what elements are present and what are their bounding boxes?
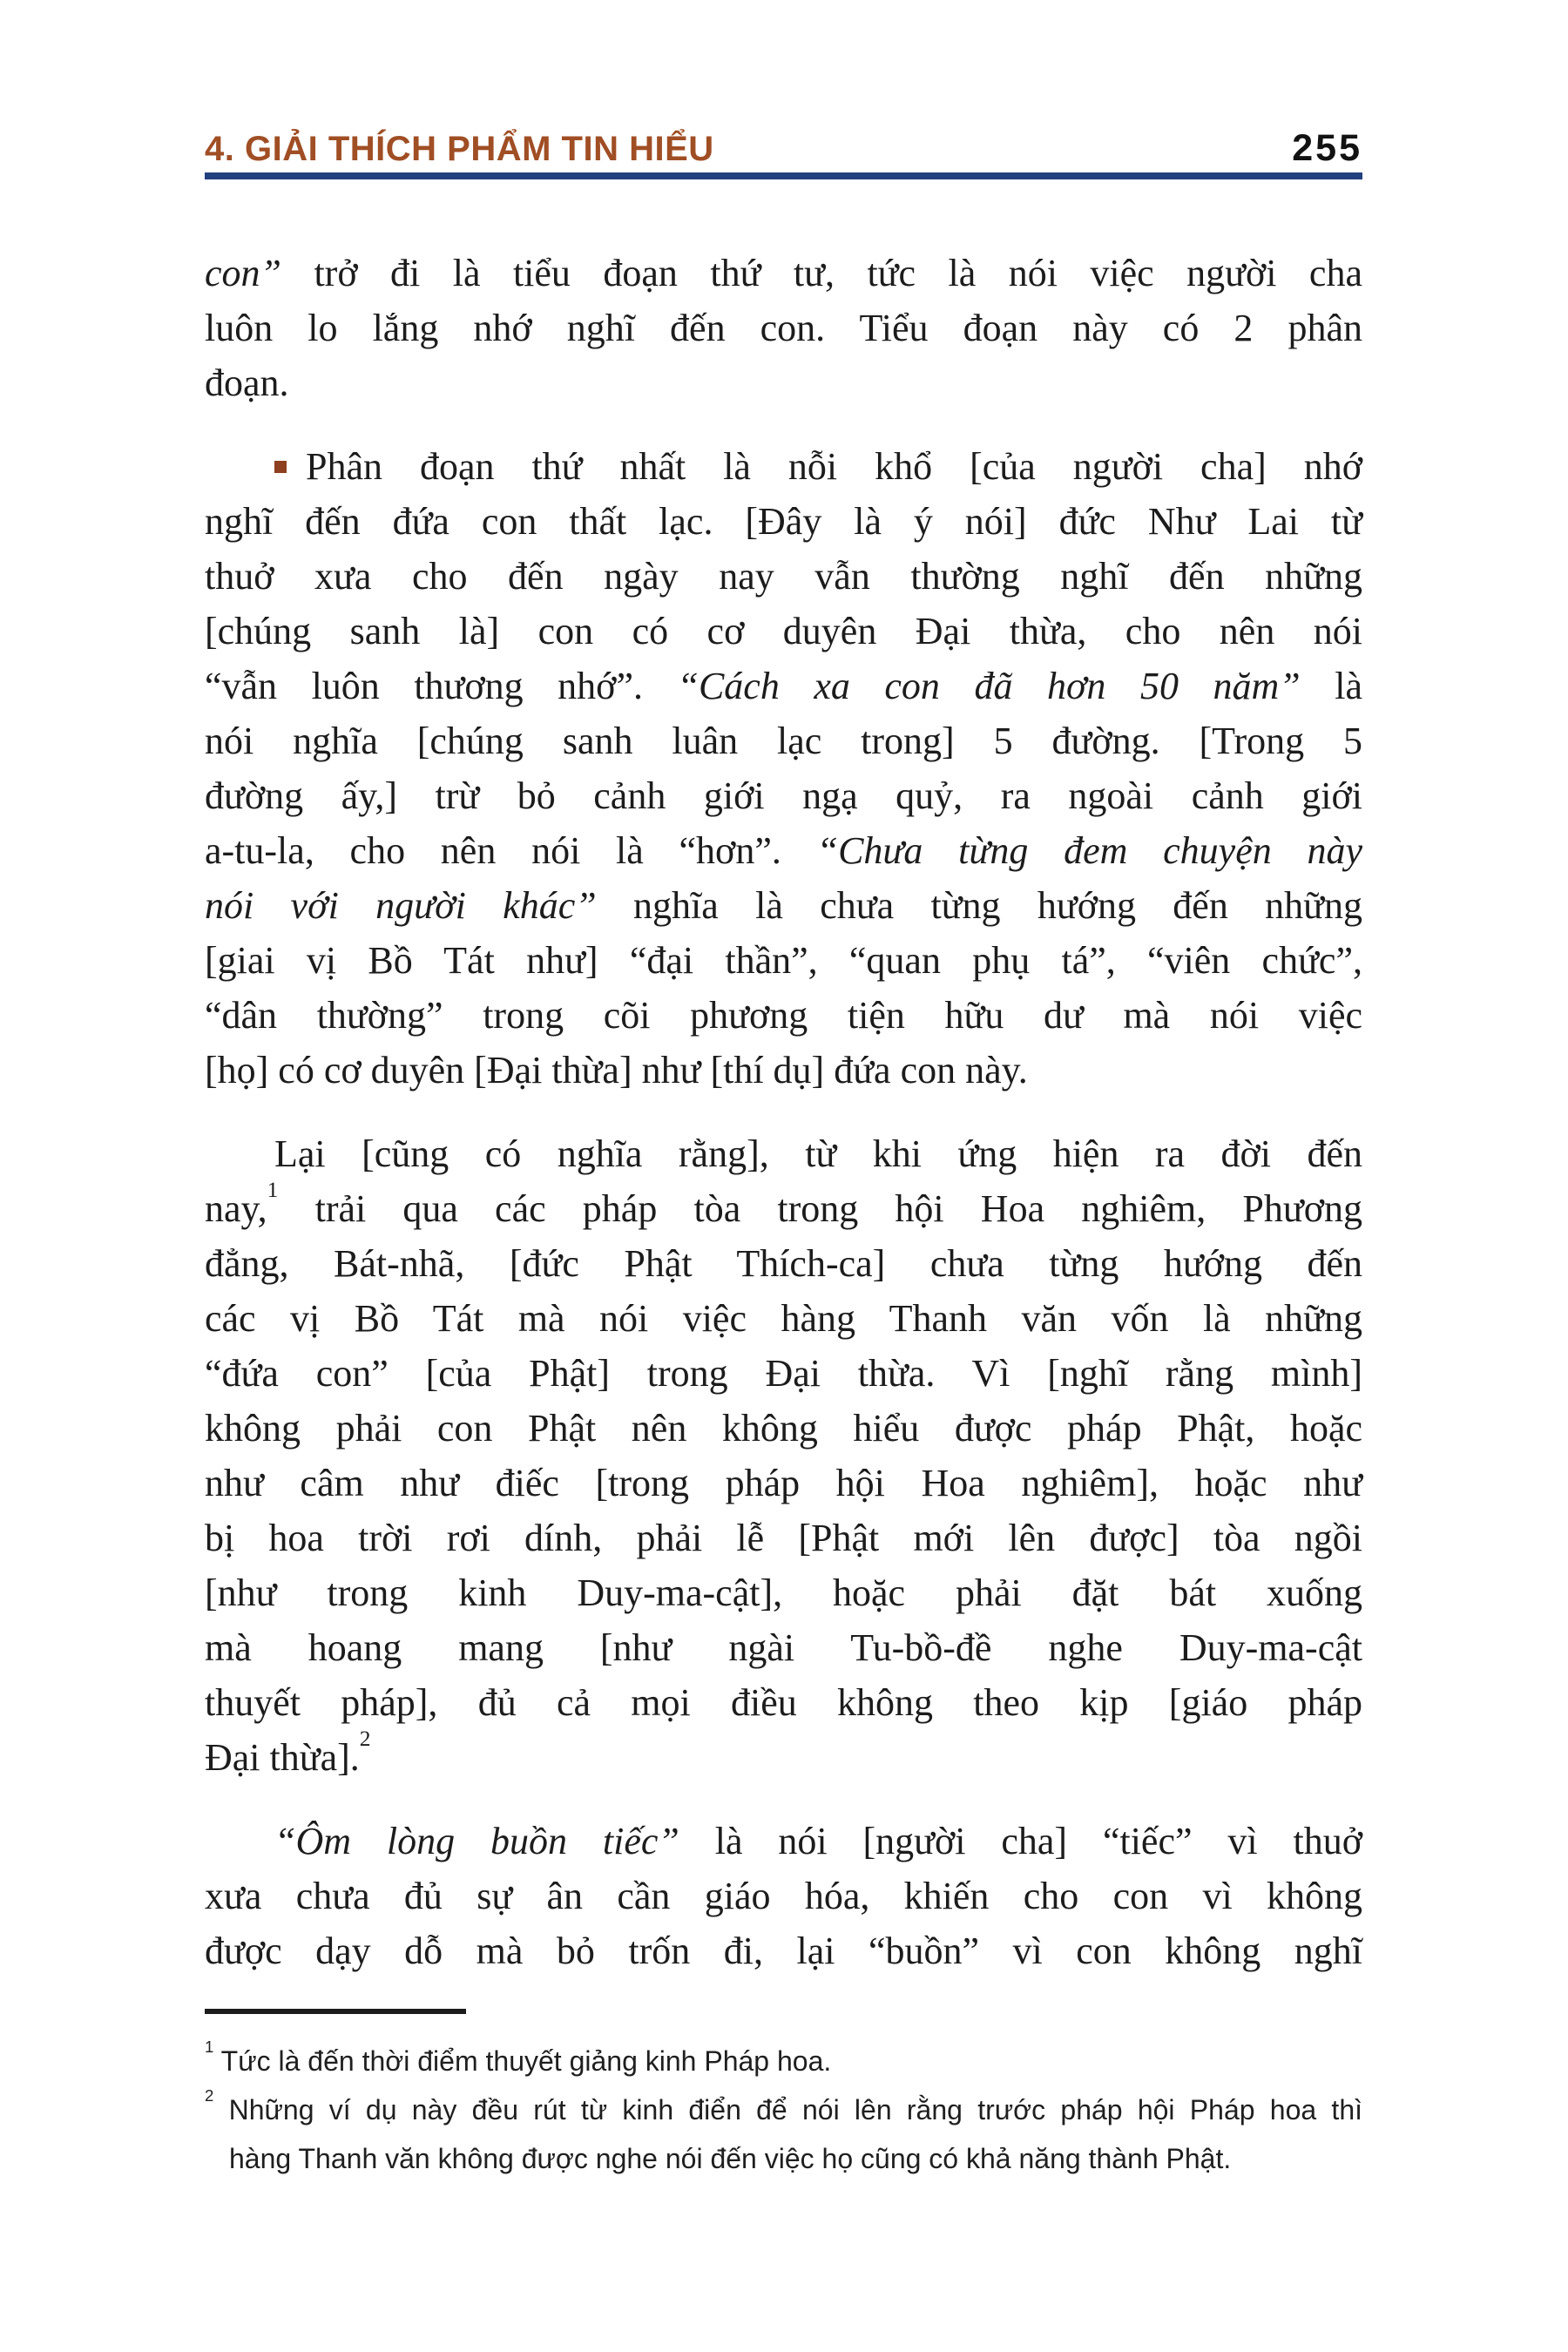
running-header-title: 4. GIẢI THÍCH PHẨM TIN HIỂU [205,130,714,168]
text-segment: các vị Bồ Tát mà nói việc hàng Thanh văn vốn là những [205,1297,1362,1340]
text-line [205,549,1362,604]
footnote-separator [205,2009,466,2014]
text-line [205,1675,1362,1730]
text-line [205,823,1362,878]
footnote-text: hàng Thanh văn không được nghe nói đến việc họ cũng có khả năng thành Phật. [229,2143,1232,2174]
text-segment: con” [205,252,281,294]
text-line [205,1923,1362,1978]
text-segment: “dân thường” trong cõi phương tiện hữu dư mà nói việc [205,994,1362,1037]
text-segment: đoạn. [205,362,289,404]
text-segment: được dạy dỗ mà bỏ trốn đi, lại “buồn” vì con không nghĩ [205,1930,1362,1972]
text-line [205,1291,1362,1346]
text-line [205,878,1362,933]
text-line [205,1869,1362,1923]
text-segment: xưa chưa đủ sự ân cần giáo hóa, khiến cho con vì không [205,1875,1362,1917]
text-segment: mà hoang mang [như ngài Tu-bồ-đề nghe Duy-ma-cật [205,1626,1362,1669]
text-segment: Đại thừa]. [205,1736,360,1779]
paragraph [205,1814,1362,1978]
text-segment: [chúng sanh là] con có cơ duyên Đại thừa, cho nên nói [205,610,1362,652]
footnote-text: Tức là đến thời điểm thuyết giảng kinh Pháp hoa. [220,2045,832,2077]
text-segment: nay, [205,1187,267,1230]
text-segment: nói nghĩa [chúng sanh luân lạc trong] 5 đường. [Trong 5 [205,720,1362,762]
text-line [205,1620,1362,1675]
text-segment: như câm như điếc [trong pháp hội Hoa nghiêm], hoặc như [205,1462,1362,1504]
text-segment: “Cách xa con đã hơn 50 năm” [677,665,1301,707]
text-segment: thuở xưa cho đến ngày nay vẫn thường nghĩ đến những [205,555,1362,598]
header-rule [205,172,1362,179]
text-segment: nghĩa là chưa từng hướng đến những [596,884,1363,927]
text-line [205,933,1362,988]
running-header [205,127,1362,170]
text-segment: nghĩ đến đứa con thất lạc. [Đây là ý nói] đức Như Lai từ [205,500,1362,543]
bullet-square-icon [274,461,287,473]
text-segment: trở đi là tiểu đoạn thứ tư, tức là nói việc người cha [281,252,1362,294]
paragraph [205,1126,1362,1785]
text-segment: luôn lo lắng nhớ nghĩ đến con. Tiểu đoạn này có 2 phân [205,307,1362,349]
page-number: 255 [1292,127,1362,169]
footnote [205,2085,1362,2183]
text-line [205,1126,1362,1181]
text-line [205,713,1362,768]
text-line [205,439,1362,494]
text-segment: thuyết pháp], đủ cả mọi điều không theo kịp [giáo pháp [205,1681,1362,1724]
text-segment: đường ấy,] trừ bỏ cảnh giới ngạ quỷ, ra ngoài cảnh giới [205,774,1362,817]
text-line [205,659,1362,713]
footnote-line [229,2134,1362,2183]
text-line [205,1726,1362,1785]
text-segment: bị hoa trời rơi dính, phải lễ [Phật mới lên được] tòa ngồi [205,1517,1362,1559]
text-line [205,1236,1362,1291]
text-segment: [họ] có cơ duyên [Đại thừa] như [thí dụ] đứa con này. [205,1049,1028,1092]
text-segment: “Ôm lòng buồn tiếc” [274,1820,679,1862]
text-line [205,355,1362,410]
text-segment: “vẫn luôn thương nhớ”. [205,665,678,707]
text-segment: là [1300,665,1362,707]
text-line [205,1177,1362,1236]
text-line [205,494,1362,549]
text-line [205,301,1362,355]
footnote-text: Những ví dụ này đều rút từ kinh điển để nói lên rằng trước pháp hội Pháp hoa thì [228,2094,1363,2126]
text-line [205,988,1362,1043]
text-segment: a-tu-la, cho nên nói là “hơn”. [205,829,817,872]
text-segment: Phân đoạn thứ nhất là nỗi khổ [của người cha] nhớ [306,445,1362,488]
text-segment: đẳng, Bát-nhã, [đức Phật Thích-ca] chưa từng hướng đến [205,1242,1362,1285]
body-text [205,246,1362,1978]
text-line [205,768,1362,823]
footnote-marker: 2 [205,2086,214,2105]
footnote-marker: 1 [205,2038,214,2057]
text-line [205,1456,1362,1511]
paragraph [205,246,1362,410]
text-segment: Lại [cũng có nghĩa rằng], từ khi ứng hiện ra đời đến [274,1132,1362,1175]
text-line [205,1511,1362,1565]
footnote-reference: 2 [359,1726,371,1752]
text-segment: “đứa con” [của Phật] trong Đại thừa. Vì [nghĩ rằng mình] [205,1352,1362,1395]
text-segment: là nói [người cha] “tiếc” vì thuở [679,1820,1362,1862]
text-line [205,604,1362,659]
paragraph [205,439,1362,1098]
footnote-line [205,2037,1362,2085]
text-line [205,1043,1362,1098]
text-segment: [như trong kinh Duy-ma-cật], hoặc phải đặt bát xuống [205,1571,1362,1614]
footnote-line [205,2085,1362,2134]
footnote [205,2037,1362,2085]
text-line [205,1401,1362,1456]
text-segment: nói với người khác” [205,884,597,927]
text-segment: không phải con Phật nên không hiểu được pháp Phật, hoặc [205,1407,1362,1450]
text-segment: [giai vị Bồ Tát như] “đại thần”, “quan phụ tá”, “viên chức”, [205,939,1362,982]
text-line [205,1814,1362,1869]
text-line [205,1346,1362,1401]
text-line [205,246,1362,301]
text-line [205,1565,1362,1620]
footnotes [205,2037,1362,2183]
text-segment: “Chưa từng đem chuyện này [816,829,1362,872]
text-segment: trải qua các pháp tòa trong hội Hoa nghiêm, Phương [278,1187,1362,1230]
footnote-reference: 1 [267,1177,279,1203]
